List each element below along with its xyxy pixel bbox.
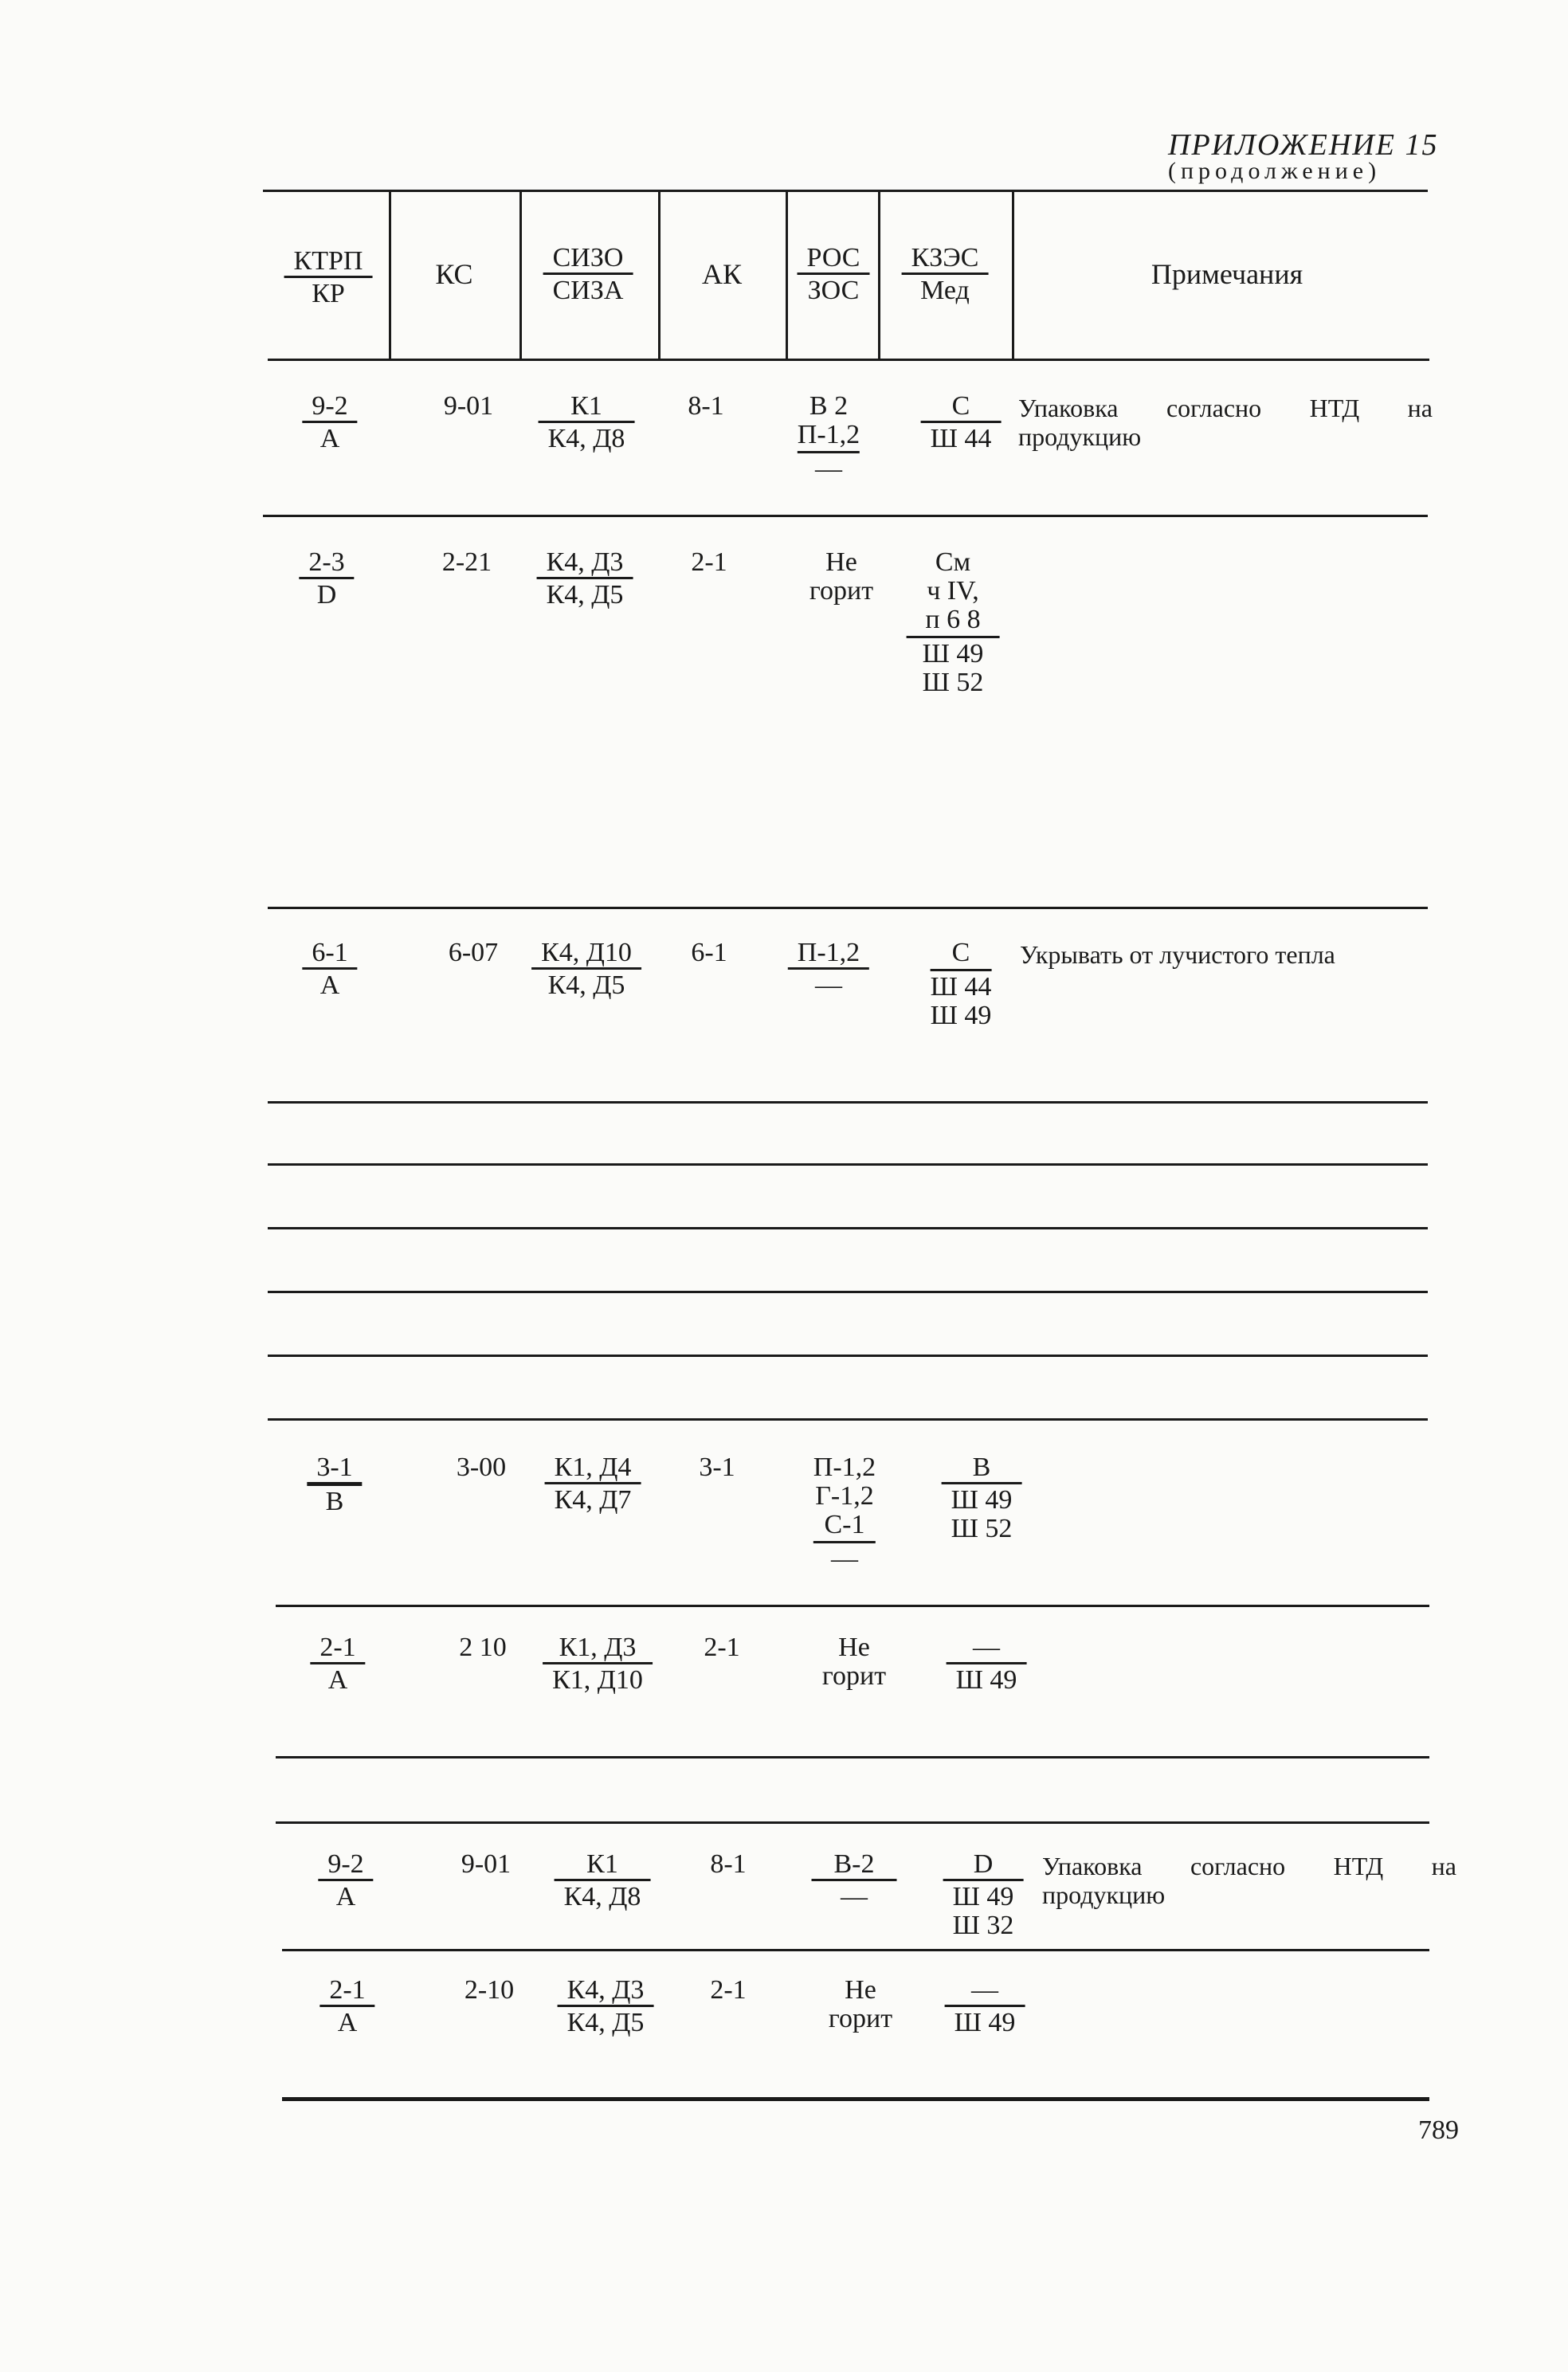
cell-ktrp: 6-1	[302, 939, 357, 970]
cell-ak: 2-1	[710, 1975, 747, 2005]
cell-ktrp: 9-2	[318, 1850, 373, 1881]
cell-kr: В	[325, 1487, 344, 1516]
cell-kzes-med	[947, 1633, 1027, 1695]
col-header-ak: АК	[701, 258, 743, 290]
cell-note	[1018, 394, 1433, 451]
col-divider	[878, 191, 880, 360]
row-divider	[282, 1949, 1429, 1951]
cell-kzes-med	[907, 548, 1000, 697]
table-header-bottom-rule	[268, 359, 1429, 361]
col-divider	[389, 191, 391, 360]
cell-ktrp-kr	[318, 1850, 373, 1911]
cell-kr: А	[335, 1882, 356, 1911]
cell-siza: К4, Д7	[554, 1485, 632, 1515]
cell-zos: —	[841, 1882, 868, 1911]
cell-kr: А	[337, 2008, 358, 2037]
empty-rule	[268, 1227, 1428, 1229]
col-divider	[658, 191, 661, 360]
cell-med: Ш 49	[955, 1665, 1017, 1695]
cell-sizo-siza	[555, 1850, 651, 1911]
cell-kzes: —	[945, 1976, 1025, 2007]
cell-zos-line: —	[813, 1541, 876, 1574]
note-word: Упаковка	[1042, 1852, 1143, 1880]
cell-kr: А	[327, 1665, 348, 1695]
cell-sizo: К4, Д3	[537, 548, 633, 579]
cell-siza: К4, Д8	[563, 1882, 641, 1911]
cell-ktrp-kr	[319, 1976, 374, 2037]
cell-ak: 3-1	[699, 1453, 735, 1482]
cell-ros: В-2	[812, 1850, 897, 1881]
cell-ktrp-kr	[302, 939, 357, 1000]
col-divider	[786, 191, 788, 360]
cell-note	[1042, 1852, 1456, 1909]
cell-sizo-siza	[545, 1453, 641, 1515]
cell-ak: 8-1	[688, 391, 724, 421]
cell-med-line: Ш 49	[930, 1001, 992, 1030]
col-header-ks: КС	[435, 258, 473, 290]
note-word: согласно	[1166, 394, 1262, 422]
table-top-rule	[263, 190, 1428, 192]
cell-med: Ш 49	[951, 1485, 1013, 1515]
col-header-ros: РОС	[798, 244, 870, 275]
cell-ktrp: 9-2	[302, 392, 357, 423]
cell-sizo: К4, Д3	[558, 1976, 654, 2007]
note-line: продукцию	[1042, 1880, 1166, 1909]
cell-ktrp-kr	[302, 392, 357, 453]
cell-kzes: В	[942, 1453, 1022, 1484]
cell-ktrp: 2-1	[310, 1633, 365, 1664]
cell-sizo-siza	[539, 392, 635, 453]
cell-sizo: К1, Д4	[545, 1453, 641, 1484]
cell-kzes-line: См	[935, 547, 971, 577]
cell-kr: А	[319, 970, 340, 1000]
appendix-title: ПРИЛОЖЕНИЕ 15	[1168, 128, 1439, 162]
note-word: Упаковка	[1018, 394, 1119, 422]
row-divider	[276, 1756, 1429, 1758]
cell-ks: 2-21	[441, 547, 492, 577]
cell-ros: П-1,2	[788, 939, 869, 970]
cell-kzes-line: С	[951, 938, 970, 967]
cell-ros	[829, 1976, 892, 2033]
cell-ak: 2-1	[704, 1633, 740, 1662]
note-word: на	[1431, 1852, 1456, 1880]
row-divider	[263, 515, 1428, 517]
cell-zos-line: —	[798, 451, 860, 484]
cell-kzes-med	[943, 1850, 1024, 1940]
cell-sizo: К1, Д3	[543, 1633, 653, 1664]
col-header-sizo-siza	[543, 244, 633, 305]
row-divider	[268, 907, 1428, 909]
cell-ros-line: С-1	[824, 1510, 865, 1539]
cell-sizo: К4, Д10	[531, 939, 641, 970]
note-word: на	[1407, 394, 1433, 422]
cell-sizo-siza	[558, 1976, 654, 2037]
cell-ros-zos	[798, 392, 860, 484]
cell-med: Ш 44	[930, 424, 992, 453]
cell-ros-line: В 2	[809, 391, 849, 421]
col-divider	[1012, 191, 1014, 360]
cell-ros-line: Не	[845, 1975, 876, 2005]
cell-ros-line: горит	[809, 576, 874, 606]
cell-med-line: Ш 44	[931, 969, 992, 1002]
cell-siza: К4, Д5	[547, 970, 625, 1000]
col-header-kr: КР	[312, 279, 345, 308]
empty-rule	[268, 1291, 1428, 1293]
cell-siza: К4, Д8	[547, 424, 625, 453]
cell-ros-line: П-1,2	[813, 1453, 876, 1482]
cell-sizo: К1	[555, 1850, 651, 1881]
row-divider	[276, 1821, 1429, 1824]
cell-ks: 9-01	[461, 1849, 512, 1879]
table-bottom-rule	[282, 2097, 1429, 2101]
cell-ktrp-kr	[310, 1633, 365, 1695]
cell-ktrp-kr	[299, 548, 354, 610]
cell-kzes-med	[921, 392, 1002, 453]
col-header-siza: СИЗА	[552, 276, 624, 305]
empty-rule	[268, 1355, 1428, 1357]
cell-sizo-siza	[543, 1633, 653, 1695]
cell-siza: К4, Д5	[546, 580, 624, 610]
cell-ak: 6-1	[691, 938, 727, 967]
cell-ros-line: Не	[838, 1633, 870, 1662]
col-header-ros-zos	[798, 244, 870, 305]
col-header-sizo: СИЗО	[543, 244, 633, 275]
cell-ak: 2-1	[691, 547, 727, 577]
cell-ros-line: горит	[828, 2004, 893, 2033]
cell-kzes: D	[943, 1850, 1024, 1881]
cell-med-line: Ш 49	[907, 636, 1000, 668]
col-header-notes: Примечания	[1151, 258, 1303, 290]
cell-note: Укрывать от лучистого тепла	[1020, 940, 1335, 969]
cell-kzes-med	[942, 1453, 1022, 1543]
cell-kzes-line: ч IV,	[927, 576, 979, 606]
cell-ktrp: 3-1	[307, 1453, 362, 1486]
cell-med-line: Ш 52	[922, 668, 984, 697]
cell-zos: —	[814, 970, 842, 1000]
cell-med: Ш 32	[952, 1911, 1014, 1940]
cell-kr: А	[319, 424, 340, 453]
empty-rule	[268, 1418, 1428, 1421]
cell-ros-line: П-1,2	[797, 420, 860, 449]
col-header-ktrp-kr	[284, 247, 373, 308]
empty-rule	[268, 1163, 1428, 1166]
cell-med: Ш 49	[954, 2008, 1016, 2037]
cell-ktrp-kr	[307, 1453, 362, 1516]
cell-ros-line: Г-1,2	[815, 1481, 874, 1511]
cell-siza: К4, Д5	[566, 2008, 645, 2037]
cell-ros-zos	[812, 1850, 897, 1911]
col-header-zos: ЗОС	[807, 276, 860, 305]
col-divider	[519, 191, 522, 360]
cell-ros-zos	[788, 939, 869, 1000]
cell-med: Ш 49	[952, 1882, 1014, 1911]
cell-kzes-med	[931, 939, 992, 1030]
col-header-med: Мед	[920, 276, 970, 305]
note-word: согласно	[1190, 1852, 1286, 1880]
cell-med: Ш 52	[951, 1514, 1013, 1543]
note-line: продукцию	[1018, 422, 1142, 451]
cell-kzes: —	[947, 1633, 1027, 1664]
cell-ks: 9-01	[443, 391, 494, 421]
cell-ros	[822, 1633, 886, 1691]
cell-ks: 6-07	[448, 938, 499, 967]
cell-siza: К1, Д10	[552, 1665, 643, 1695]
cell-ks: 2-10	[464, 1975, 515, 2005]
cell-kzes-med	[945, 1976, 1025, 2037]
note-word: НТД	[1309, 394, 1360, 422]
cell-ak: 8-1	[710, 1849, 747, 1879]
cell-ks: 3-00	[456, 1453, 507, 1482]
cell-ktrp: 2-1	[319, 1976, 374, 2007]
cell-kr: D	[316, 580, 337, 610]
cell-ros-zos	[813, 1453, 876, 1574]
cell-sizo: К1	[539, 392, 635, 423]
cell-ros-line: горит	[821, 1661, 887, 1691]
col-header-kzes: КЗЭС	[902, 244, 989, 275]
cell-kzes-line: п 6 8	[925, 605, 981, 634]
row-divider	[276, 1605, 1429, 1607]
cell-ktrp: 2-3	[299, 548, 354, 579]
empty-rule	[268, 1101, 1428, 1104]
cell-ks: 2 10	[459, 1633, 507, 1662]
cell-sizo-siza	[537, 548, 633, 610]
cell-sizo-siza	[531, 939, 641, 1000]
page-number: 789	[1418, 2115, 1459, 2145]
appendix-subtitle: (продолжение)	[1168, 158, 1382, 184]
cell-ros-line: Не	[825, 547, 857, 577]
note-word: НТД	[1333, 1852, 1384, 1880]
col-header-ktrp: КТРП	[284, 247, 373, 278]
cell-kzes: С	[921, 392, 1002, 423]
col-header-kzes-med	[902, 244, 989, 305]
cell-ros	[809, 548, 873, 606]
